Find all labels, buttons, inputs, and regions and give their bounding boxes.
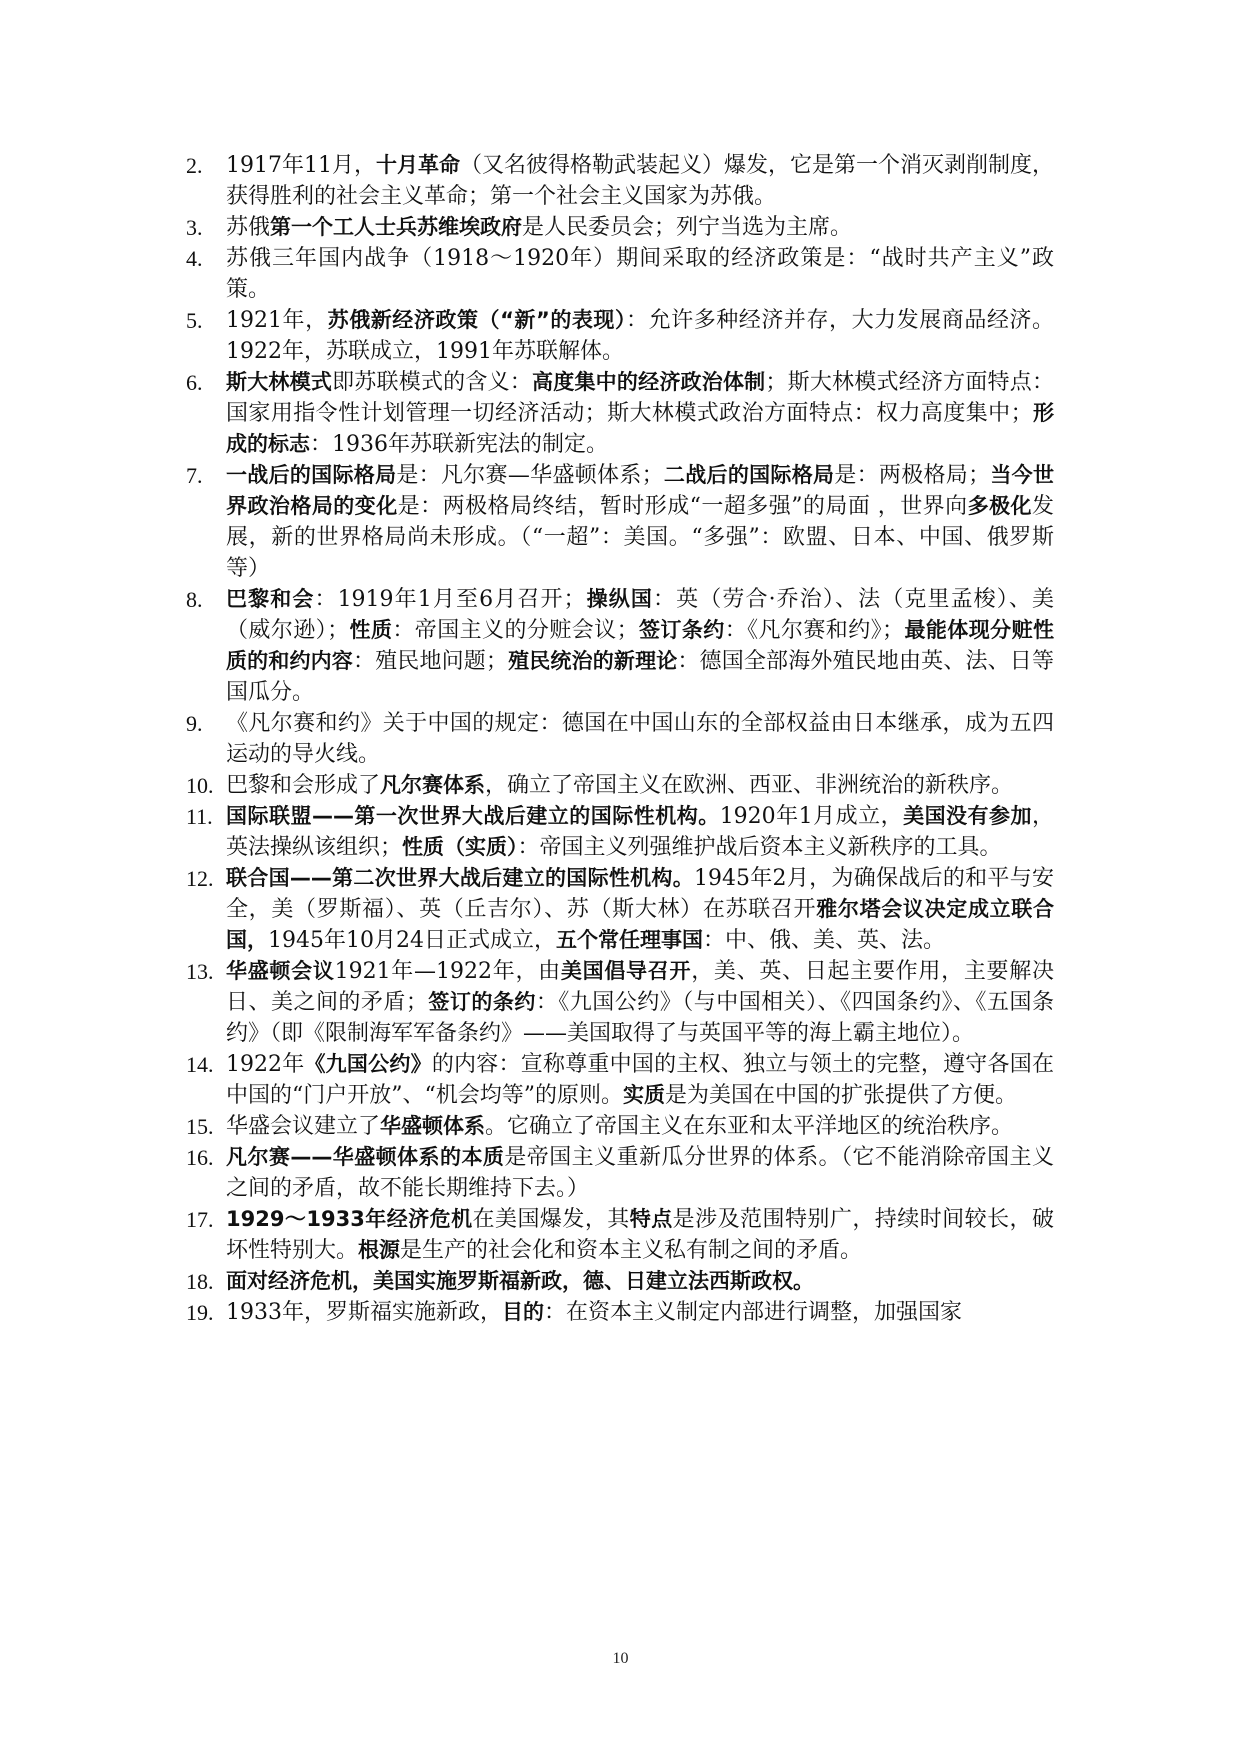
bold-text: 根源 <box>358 1238 401 1262</box>
bold-text: 面对经济危机，美国实施罗斯福新政，德、日建立法西斯政权。 <box>226 1269 814 1293</box>
bold-text: 操纵国 <box>585 587 654 611</box>
item-text: ：1919年1月至6月召开； <box>314 587 586 612</box>
item-number: 10. <box>186 773 214 798</box>
bold-text: 华盛顿体系 <box>380 1114 486 1138</box>
item-text: 1945年10月24日正式成立， <box>268 928 556 953</box>
item-text: （又名彼得格勒武装起义）爆发，它是第一个消灭剥削制度，获得胜利的社会主义革命；第一个社会主义国家为苏俄。 <box>226 153 1054 209</box>
item-text: 是帝国主义重新瓜分世界的体系。（它不能消除帝国主义之间的矛盾，故不能长期维持下去。） <box>226 1145 1054 1201</box>
item-text: 发展，新的世界格局尚未形成。（“一超”：美国。“多强”：欧盟、日本、中国、俄罗斯等） <box>226 494 1055 581</box>
item-text: ：允许多种经济并存，大力发展商品经济。1922年，苏联成立，1991年苏联解体。 <box>226 308 1054 364</box>
item-number: 4. <box>186 246 203 271</box>
item-text: ；斯大林模式经济方面特点：国家用指令性计划管理一切经济活动；斯大林模式政治方面特点：权力高度集中； <box>226 370 1054 426</box>
item-text: 1945年2月，为确保战后的和平与安全，美（罗斯福）、英（丘吉尔）、苏（斯大林）在苏联召开 <box>226 866 1054 922</box>
item-text: ：《凡尔赛和约》； <box>724 618 905 643</box>
item-number: 6. <box>186 370 203 395</box>
list-item <box>186 584 1054 708</box>
bold-text: 美国没有参加 <box>903 804 1032 828</box>
bold-text: 第一个工人士兵苏维埃政府 <box>270 215 523 239</box>
list-item <box>186 367 1054 460</box>
page-number: 10 <box>612 1650 629 1667</box>
item-text: 1921年， <box>226 308 328 333</box>
list-item <box>186 1266 1054 1297</box>
item-text: ：1936年苏联新宪法的制定。 <box>310 432 608 457</box>
bold-text: 国际联盟——第一次世界大战后建立的国际性机构。 <box>226 804 720 828</box>
item-text: 是生产的社会化和资本主义私有制之间的矛盾。 <box>400 1238 863 1263</box>
bold-text: 性质（实质） <box>402 835 518 859</box>
bold-text: 形成的标志 <box>226 401 1054 456</box>
bold-text: 二战后的国际格局 <box>663 463 835 487</box>
item-number: 7. <box>186 463 203 488</box>
item-text: 1921年—1922年，由 <box>334 959 561 984</box>
item-text: ：帝国主义列强维护战后资本主义新秩序的工具。 <box>517 835 1002 860</box>
bold-text: 斯大林模式 <box>226 370 333 394</box>
item-text: ：在资本主义制定内部进行调整，加强国家 <box>544 1300 963 1325</box>
item-text: 即苏联模式的含义： <box>332 370 533 395</box>
bold-text: 殖民统治的新理论 <box>507 649 678 673</box>
bold-text: 签订条约 <box>638 618 725 642</box>
bold-text: 高度集中的经济政治体制 <box>532 370 766 394</box>
bold-text: 五个常任理事国 <box>555 928 703 952</box>
item-text: ，确立了帝国主义在欧洲、西亚、非洲统治的新秩序。 <box>485 773 1014 798</box>
bold-text: 《九国公约》 <box>304 1052 432 1076</box>
item-text: 是：凡尔赛—华盛顿体系； <box>396 463 664 488</box>
item-text: 华盛会议建立了 <box>226 1114 381 1139</box>
bold-text: 1929～1933年经济危机 <box>226 1207 473 1231</box>
list-item <box>186 212 1054 243</box>
item-text: 是：两极格局终结，暂时形成“一超多强”的局面 ，世界向 <box>397 494 968 519</box>
item-text: 是为美国在中国的扩张提供了方便。 <box>665 1083 1018 1108</box>
item-number: 2. <box>186 153 203 178</box>
item-number: 17. <box>186 1207 214 1232</box>
bold-text: 特点 <box>629 1207 673 1231</box>
item-text: 是涉及范围特别广，持续时间较长，破坏性特别大。 <box>226 1207 1054 1263</box>
list-item <box>186 1049 1054 1111</box>
item-number: 16. <box>186 1145 214 1170</box>
item-text: 1922年 <box>226 1052 305 1077</box>
bold-text: 凡尔赛——华盛顿体系的本质 <box>226 1145 505 1169</box>
bold-text: 苏俄新经济政策（“新”的表现） <box>327 308 627 332</box>
list-item <box>186 1297 1054 1328</box>
item-text: 是人民委员会；列宁当选为主席。 <box>522 215 853 240</box>
item-number: 19. <box>186 1300 214 1325</box>
item-number: 3. <box>186 215 203 240</box>
item-text: ：《九国公约》（与中国相关）、《四国条约》、《五国条约》（即《限制海军军备条约》——美国取得了与英国平等的海上霸主地位）。 <box>226 990 1054 1046</box>
item-text: 的内容：宣称尊重中国的主权、独立与领土的完整，遵守各国在中国的“门户开放”、“机会均等”的原则。 <box>226 1052 1054 1108</box>
bold-text: 华盛顿会议 <box>226 959 335 983</box>
list-item <box>186 243 1054 305</box>
list-item <box>186 708 1054 770</box>
list-item <box>186 956 1054 1049</box>
list-item <box>186 770 1054 801</box>
item-number: 11. <box>186 804 213 829</box>
item-text: ：帝国主义的分赃会议； <box>392 618 639 643</box>
numbered-list <box>186 150 1054 1328</box>
bold-text: 最能体现分赃性质的和约内容 <box>226 618 1054 673</box>
list-item <box>186 801 1054 863</box>
item-text: 1917年11月， <box>226 153 376 178</box>
bold-text: 性质 <box>349 618 393 642</box>
item-text: 1920年1月成立， <box>719 804 904 829</box>
item-text: ：德国全部海外殖民地由英、法、日等国瓜分。 <box>226 649 1054 705</box>
item-number: 13. <box>186 959 214 984</box>
item-text: ，英法操纵该组织； <box>226 804 1055 860</box>
bold-text: 实质 <box>623 1083 665 1107</box>
item-text: 。它确立了帝国主义在东亚和太平洋地区的统治秩序。 <box>485 1114 1014 1139</box>
bold-text: 十月革命 <box>375 153 460 177</box>
bold-text: 雅尔塔会议决定成立联合国， <box>226 897 1054 952</box>
list-item <box>186 1142 1054 1204</box>
bold-text: 当今世界政治格局的变化 <box>226 463 1054 518</box>
list-item <box>186 150 1054 212</box>
item-text: ：英（劳合·乔治）、法（克里孟梭）、美（威尔逊）； <box>226 587 1055 643</box>
bold-text: 目的 <box>502 1300 544 1324</box>
item-number: 12. <box>186 866 214 891</box>
list-item <box>186 305 1054 367</box>
item-text: ：殖民地问题； <box>352 649 508 674</box>
item-number: 8. <box>186 587 203 612</box>
bold-text: 多极化 <box>967 494 1032 518</box>
item-text: 是：两极格局； <box>834 463 991 488</box>
bold-text: 凡尔赛体系 <box>380 773 486 797</box>
item-number: 14. <box>186 1052 214 1077</box>
item-text: 苏俄三年国内战争（1918～1920年）期间采取的经济政策是：“战时共产主义”政策。 <box>226 246 1054 302</box>
list-item <box>186 863 1054 956</box>
bold-text: 美国倡导召开 <box>560 959 692 983</box>
item-number: 15. <box>186 1114 214 1139</box>
list-item <box>186 1204 1054 1266</box>
bold-text: 联合国——第二次世界大战后建立的国际性机构。 <box>226 866 694 890</box>
bold-text: 签订的条约 <box>427 990 536 1014</box>
item-text: ，美、英、日起主要作用，主要解决日、美之间的矛盾； <box>226 959 1054 1015</box>
item-number: 18. <box>186 1269 214 1294</box>
bold-text: 一战后的国际格局 <box>226 463 397 487</box>
list-item <box>186 460 1054 584</box>
item-number: 5. <box>186 308 203 333</box>
item-text: 1933年，罗斯福实施新政， <box>226 1300 502 1325</box>
item-text: 在美国爆发，其 <box>472 1207 630 1232</box>
item-text: 《凡尔赛和约》关于中国的规定：德国在中国山东的全部权益由日本继承，成为五四运动的导火线。 <box>226 711 1054 767</box>
item-text: 苏俄 <box>226 215 271 240</box>
item-text: ：中、俄、美、英、法。 <box>702 928 945 953</box>
item-text: 巴黎和会形成了 <box>226 773 381 798</box>
list-item <box>186 1111 1054 1142</box>
bold-text: 巴黎和会 <box>226 587 315 611</box>
item-number: 9. <box>186 711 203 736</box>
